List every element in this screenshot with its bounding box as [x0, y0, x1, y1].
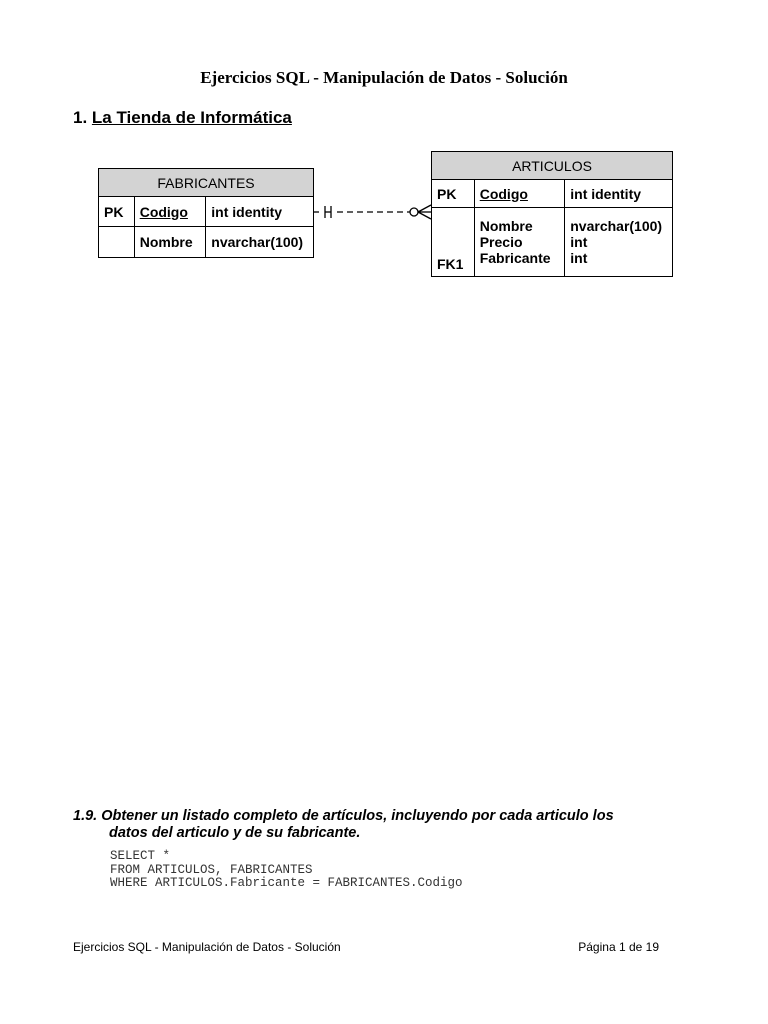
articulos-nombre-type: nvarchar(100) — [570, 218, 663, 234]
crowfoot-upper — [418, 205, 431, 212]
exercise-question — [73, 808, 673, 842]
exercise-question-line2: datos del articulo y de su fabricante. — [109, 825, 361, 841]
articulos-types — [565, 208, 673, 277]
fabricantes-codigo-type: int identity — [206, 197, 314, 227]
articulos-fabricante-type: int — [570, 250, 588, 266]
fabricantes-pk-label: PK — [99, 197, 135, 227]
fabricantes-nombre-column: Nombre — [134, 227, 206, 258]
articulos-nombre-column: Nombre — [479, 218, 533, 234]
footer-document-title: Ejercicios SQL - Manipulación de Datos - Solución — [73, 940, 341, 954]
footer-page-number: Página 1 de 19 — [578, 940, 659, 954]
articulos-fabricante-column: Fabricante — [479, 250, 551, 266]
articulos-entity — [431, 151, 673, 277]
articulos-pk-label: PK — [432, 180, 475, 208]
section-heading — [73, 108, 292, 128]
section-title: La Tienda de Informática — [91, 108, 292, 127]
crowfoot-lower — [418, 212, 431, 219]
articulos-precio-column: Precio — [479, 234, 523, 250]
articulos-codigo-type: int identity — [565, 180, 673, 208]
relationship-connector — [312, 200, 434, 224]
articulos-fk-label: FK1 — [432, 208, 475, 277]
fabricantes-empty-key — [99, 227, 135, 258]
exercise-question-line1: 1.9. Obtener un listado completo de artículos, incluyendo por cada articulo los — [73, 808, 614, 824]
fabricantes-codigo-column: Codigo — [134, 197, 206, 227]
fabricantes-entity — [98, 168, 314, 258]
articulos-precio-type: int — [570, 234, 588, 250]
articulos-header: ARTICULOS — [432, 152, 673, 180]
fabricantes-header: FABRICANTES — [99, 169, 314, 197]
document-title: Ejercicios SQL - Manipulación de Datos - Solución — [200, 68, 568, 87]
sql-solution-code: SELECT * FROM ARTICULOS, FABRICANTES WHERE ARTICULOS.Fabricante = FABRICANTES.Codigo — [110, 849, 463, 890]
articulos-columns — [474, 208, 565, 277]
fabricantes-nombre-type: nvarchar(100) — [206, 227, 314, 258]
articulos-codigo-column: Codigo — [474, 180, 565, 208]
section-number: 1. — [73, 108, 88, 127]
zero-mark — [410, 208, 418, 216]
